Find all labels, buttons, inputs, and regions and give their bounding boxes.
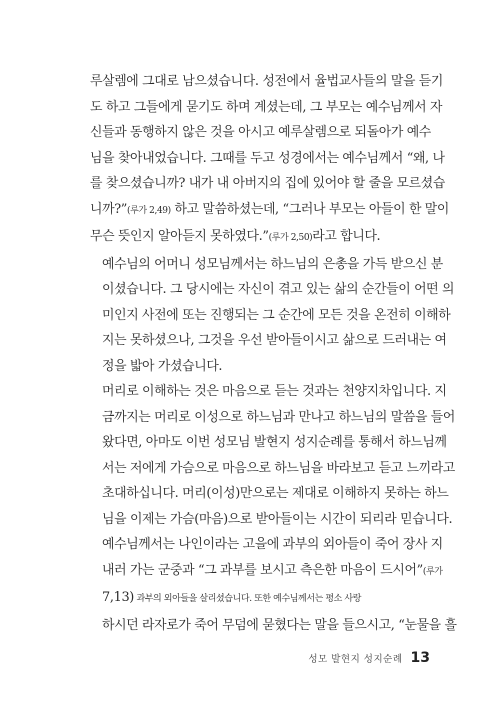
text-segment: 서는 저에게 가슴으로 마음으로 하느님을 바라보고 듣고 느끼라고: [102, 460, 455, 476]
text-segment: 7,13): [102, 590, 134, 605]
text-segment: 예수님께서는 나인이라는 고을에 과부의 외아들이 죽어 장사 지: [102, 537, 443, 552]
text-segment: 금까지는 머리로 이성으로 하느님과 만나고 하느님의 말씀을 들어: [102, 409, 455, 425]
text-segment: 하고 말씀하셨는데, “그러나 부모는 아들이 한 말이: [170, 201, 450, 217]
text-line: [90, 532, 443, 558]
text-segment: 지는 못하셨으나, 그것을 우선 받아들이시고 삶으로 드러내는 여: [102, 333, 447, 348]
paragraph: [90, 69, 450, 252]
text-segment: 머리로 이해하는 것은 마음으로 듣는 것과는 천양지차입니다. 지: [102, 384, 447, 399]
text-segment: 초대하십니다. 머리(이성)만으로는 제대로 이해하지 못하는 하느: [102, 486, 449, 501]
text-segment: 님을 찾아내었습니다. 그때를 두고 성경에서는 예수님께서 “왜, 나: [90, 150, 445, 166]
text-line: [90, 120, 430, 146]
text-segment: 무슨 뜻인지 알아듣지 못하였다.”: [90, 229, 269, 244]
text-segment: 미인지 사전에 또는 진행되는 그 순간에 모든 것을 온전히 이해하: [102, 307, 451, 323]
text-line: [90, 379, 447, 405]
text-line: [90, 405, 455, 431]
text-line: [90, 146, 445, 172]
text-line: [90, 224, 430, 252]
text-segment: 를 찾으셨습니까? 내가 내 아버지의 집에 있어야 할 줄을 모르셨습: [90, 176, 445, 191]
paragraph: [90, 379, 455, 532]
page-number: 13: [410, 650, 430, 666]
text-segment: 하시던 라자로가 죽어 무덤에 묻혔다는 말을 들으시고, “눈물을 흘: [102, 617, 457, 633]
text-segment: 내러 가는 군중과 “그 과부를 보시고 측은한 마음이 드시어”: [102, 562, 423, 578]
text-segment: 라고 합니다.: [312, 229, 381, 244]
scripture-reference: 과부의 외아들을 살리셨습니다. 또한 예수님께서는 평소 사랑: [133, 594, 362, 604]
text-line: [90, 277, 455, 303]
text-line: [90, 328, 447, 354]
text-line: [90, 69, 443, 95]
scripture-reference: (루가: [422, 566, 443, 577]
text-segment: 루살렘에 그대로 남으셨습니다. 성전에서 율법교사들의 말을 듣기: [90, 74, 443, 89]
paragraph: [90, 252, 455, 380]
text-line: [90, 456, 455, 482]
text-line: [90, 430, 447, 456]
text-line: [90, 95, 443, 121]
text-line: [90, 585, 430, 613]
body-text: [90, 69, 457, 638]
text-line: [90, 303, 451, 329]
page-footer: [308, 650, 430, 666]
text-line: [90, 197, 450, 225]
scripture-reference: (루가 2,49): [127, 205, 171, 216]
running-title: 성모 발현지 성지순례: [308, 654, 403, 665]
scripture-reference: (루가 2,50): [268, 233, 313, 243]
text-line: [90, 558, 443, 586]
text-line: [90, 613, 457, 639]
paragraph: [90, 532, 457, 638]
text-segment: 님을 이제는 가슴(마음)으로 받아들이는 시간이 되리라 믿습니다.: [102, 511, 453, 527]
text-line: [90, 171, 445, 197]
text-line: [90, 507, 453, 533]
text-segment: 니까?”: [90, 201, 128, 217]
text-line: [90, 354, 430, 380]
text-segment: 도 하고 그들에게 묻기도 하며 계셨는데, 그 부모는 예수님께서 자: [90, 99, 443, 115]
text-segment: 이셨습니다. 그 당시에는 자신이 겪고 있는 삶의 순간들이 어떤 의: [102, 282, 455, 297]
text-segment: 예수님의 어머니 성모님께서는 하느님의 은총을 가득 받으신 분: [102, 256, 443, 272]
text-segment: 왔다면, 아마도 이번 성모님 발현지 성지순례를 통해서 하느님께: [102, 435, 447, 450]
text-line: [90, 481, 449, 507]
text-segment: 정을 밟아 가셨습니다.: [102, 358, 223, 374]
text-segment: 신들과 동행하지 않은 것을 아시고 예루살렘으로 되돌아가 예수: [90, 125, 431, 140]
text-line: [90, 252, 443, 278]
